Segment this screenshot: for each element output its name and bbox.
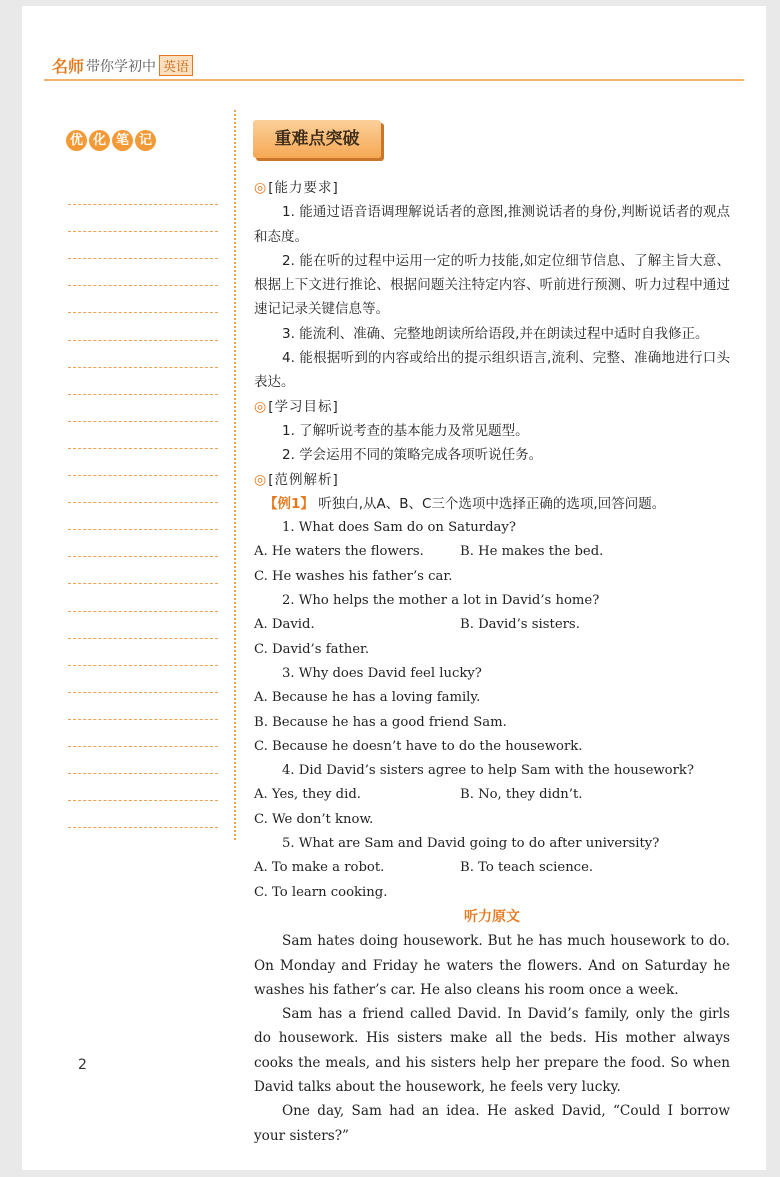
goals-label: [学习目标] bbox=[268, 398, 339, 415]
example-instruction-line bbox=[254, 492, 730, 516]
option-row bbox=[254, 735, 730, 759]
note-line bbox=[68, 801, 218, 828]
analysis-label: [范例解析] bbox=[268, 471, 339, 488]
notes-title-char: 化 bbox=[89, 130, 110, 151]
option: C. David’s father. bbox=[254, 641, 370, 657]
page-number: 2 bbox=[78, 1057, 87, 1073]
option-row bbox=[254, 856, 730, 880]
note-line bbox=[68, 232, 218, 259]
goal-item: 1. 了解听说考查的基本能力及常见题型。 bbox=[282, 422, 529, 439]
note-line bbox=[68, 449, 218, 476]
note-line bbox=[68, 774, 218, 801]
option: B. Because he has a good friend Sam. bbox=[254, 714, 507, 730]
option-row bbox=[254, 711, 730, 735]
ability-label: [能力要求] bbox=[268, 180, 339, 196]
note-line bbox=[68, 178, 218, 205]
listening-paragraph: Sam has a friend called David. In David’s family, only the girls do housework. His sisters make all the beds. His mother always cooks the meals, and his sisters help her prepare the food. So when David talks about the housework, he feels very lucky. bbox=[254, 1006, 730, 1095]
notes-title bbox=[66, 130, 156, 151]
note-lines bbox=[68, 178, 218, 828]
running-header bbox=[52, 54, 193, 77]
note-line bbox=[68, 286, 218, 313]
header-rule bbox=[44, 79, 744, 81]
option-row bbox=[254, 638, 730, 662]
option: A. David. bbox=[254, 617, 315, 633]
note-line bbox=[68, 205, 218, 232]
note-line bbox=[68, 584, 218, 611]
question: 2. Who helps the mother a lot in David’s home? bbox=[282, 593, 600, 609]
note-line bbox=[68, 503, 218, 530]
option-row bbox=[254, 783, 730, 807]
option: C. He washes his father’s car. bbox=[254, 568, 453, 584]
option: C. To learn cooking. bbox=[254, 884, 388, 900]
listening-paragraph: One day, Sam had an idea. He asked David, “Could I borrow your sisters?” bbox=[254, 1103, 730, 1144]
option: C. Because he doesn’t have to do the housework. bbox=[254, 738, 583, 754]
note-line bbox=[68, 395, 218, 422]
ability-item: 1. 能通过语音语调理解说话者的意图,推测说话者的身份,判断说话者的观点和态度。 bbox=[254, 204, 730, 245]
note-line bbox=[68, 476, 218, 503]
header-series: 带你学初中 bbox=[86, 58, 157, 75]
note-line bbox=[68, 693, 218, 720]
option-row bbox=[254, 686, 730, 710]
notes-title-char: 优 bbox=[66, 130, 87, 151]
notes-title-char: 笔 bbox=[112, 130, 133, 151]
option-row bbox=[254, 808, 730, 832]
ability-item: 4. 能根据听到的内容或给出的提示组织语言,流利、完整、准确地进行口头表达。 bbox=[254, 350, 730, 391]
ability-item: 3. 能流利、准确、完整地朗读所给语段,并在朗读过程中适时自我修正。 bbox=[282, 325, 709, 342]
section-title: 重难点突破 bbox=[253, 120, 381, 158]
option: C. We don’t know. bbox=[254, 811, 374, 827]
note-line bbox=[68, 720, 218, 747]
option-row bbox=[254, 881, 730, 905]
question: 4. Did David’s sisters agree to help Sam with the housework? bbox=[282, 763, 694, 779]
header-subject-badge: 英语 bbox=[159, 55, 193, 76]
note-line bbox=[68, 530, 218, 557]
note-line bbox=[68, 313, 218, 340]
ability-item: 2. 能在听的过程中运用一定的听力技能,如定位细节信息、了解主旨大意、根据上下文进行推论、根据问题关注特定内容、听前进行预测、听力过程中通过速记记录关键信息等。 bbox=[254, 252, 730, 318]
note-line bbox=[68, 341, 218, 368]
question: 5. What are Sam and David going to do after university? bbox=[282, 836, 660, 852]
header-brand: 名师 bbox=[52, 57, 85, 76]
option-row bbox=[254, 613, 730, 637]
question: 3. Why does David feel lucky? bbox=[282, 665, 482, 681]
note-line bbox=[68, 747, 218, 774]
bullseye-icon: ◎ bbox=[254, 180, 267, 196]
note-line bbox=[68, 612, 218, 639]
bullseye-icon: ◎ bbox=[254, 398, 267, 415]
ability-heading bbox=[254, 176, 730, 200]
note-line bbox=[68, 422, 218, 449]
option: B. To teach science. bbox=[460, 860, 594, 876]
note-line bbox=[68, 639, 218, 666]
column-divider bbox=[234, 110, 236, 840]
listening-paragraph: Sam hates doing housework. But he has much housework to do. On Monday and Friday he waters the flowers. And on Saturday he washes his father’s car. He also cleans his room once a week. bbox=[254, 933, 730, 998]
analysis-heading bbox=[254, 468, 730, 492]
question: 1. What does Sam do on Saturday? bbox=[282, 520, 516, 536]
option: A. Yes, they did. bbox=[254, 787, 361, 803]
listening-title: 听力原文 bbox=[464, 908, 520, 925]
option-row bbox=[254, 565, 730, 589]
note-line bbox=[68, 368, 218, 395]
goals-heading bbox=[254, 395, 730, 419]
example-tag: 【例1】 bbox=[264, 495, 314, 512]
option: B. David’s sisters. bbox=[460, 617, 580, 633]
option: B. He makes the bed. bbox=[460, 544, 604, 560]
note-line bbox=[68, 557, 218, 584]
option: A. He waters the flowers. bbox=[254, 544, 424, 560]
main-content bbox=[254, 176, 730, 1148]
note-line bbox=[68, 259, 218, 286]
bullseye-icon: ◎ bbox=[254, 471, 267, 488]
notes-title-char: 记 bbox=[135, 130, 156, 151]
option: B. No, they didn’t. bbox=[460, 787, 583, 803]
note-line bbox=[68, 666, 218, 693]
goal-item: 2. 学会运用不同的策略完成各项听说任务。 bbox=[282, 447, 543, 464]
option: A. To make a robot. bbox=[254, 860, 385, 876]
option-row bbox=[254, 540, 730, 564]
option: A. Because he has a loving family. bbox=[254, 690, 481, 706]
example-instruction: 听独白,从A、B、C三个选项中选择正确的选项,回答问题。 bbox=[318, 495, 666, 512]
